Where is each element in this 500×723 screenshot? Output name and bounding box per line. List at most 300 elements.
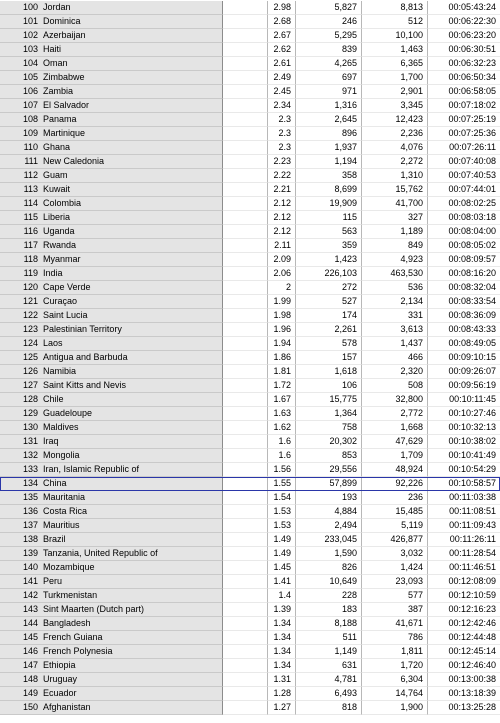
- value-cell-a[interactable]: 2.61: [268, 57, 296, 71]
- table-row[interactable]: [0, 113, 500, 127]
- empty-cell[interactable]: [223, 603, 268, 617]
- empty-cell[interactable]: [223, 575, 268, 589]
- value-cell-b[interactable]: 57,899: [296, 477, 362, 491]
- value-cell-c[interactable]: 577: [362, 589, 428, 603]
- country-cell[interactable]: [0, 267, 223, 281]
- table-row[interactable]: [0, 519, 500, 533]
- table-row[interactable]: [0, 575, 500, 589]
- table-row[interactable]: [0, 141, 500, 155]
- country-cell[interactable]: [0, 29, 223, 43]
- value-cell-b[interactable]: 193: [296, 491, 362, 505]
- value-cell-b[interactable]: 697: [296, 71, 362, 85]
- value-cell-c[interactable]: 32,800: [362, 393, 428, 407]
- value-cell-a[interactable]: 2.45: [268, 85, 296, 99]
- value-cell-b[interactable]: 246: [296, 15, 362, 29]
- empty-cell[interactable]: [223, 155, 268, 169]
- value-cell-c[interactable]: 1,424: [362, 561, 428, 575]
- value-cell-b[interactable]: 157: [296, 351, 362, 365]
- value-cell-a[interactable]: 1.41: [268, 575, 296, 589]
- country-cell[interactable]: [0, 379, 223, 393]
- value-cell-b[interactable]: 10,649: [296, 575, 362, 589]
- value-cell-a[interactable]: 2.06: [268, 267, 296, 281]
- time-cell[interactable]: 00:08:36:09: [428, 309, 500, 323]
- country-cell[interactable]: [0, 113, 223, 127]
- value-cell-c[interactable]: 327: [362, 211, 428, 225]
- value-cell-a[interactable]: 1.34: [268, 645, 296, 659]
- time-cell[interactable]: 00:12:42:46: [428, 617, 500, 631]
- table-row[interactable]: [0, 687, 500, 701]
- table-row[interactable]: [0, 407, 500, 421]
- time-cell[interactable]: 00:06:22:30: [428, 15, 500, 29]
- time-cell[interactable]: 00:10:41:49: [428, 449, 500, 463]
- time-cell[interactable]: 00:13:25:28: [428, 701, 500, 715]
- value-cell-b[interactable]: 29,556: [296, 463, 362, 477]
- time-cell[interactable]: 00:11:08:51: [428, 505, 500, 519]
- country-cell[interactable]: [0, 393, 223, 407]
- value-cell-a[interactable]: 2.23: [268, 155, 296, 169]
- value-cell-b[interactable]: 174: [296, 309, 362, 323]
- value-cell-a[interactable]: 1.96: [268, 323, 296, 337]
- value-cell-a[interactable]: 1.81: [268, 365, 296, 379]
- value-cell-a[interactable]: 1.49: [268, 533, 296, 547]
- value-cell-c[interactable]: 41,671: [362, 617, 428, 631]
- value-cell-c[interactable]: 466: [362, 351, 428, 365]
- value-cell-a[interactable]: 1.72: [268, 379, 296, 393]
- value-cell-b[interactable]: 2,494: [296, 519, 362, 533]
- empty-cell[interactable]: [223, 463, 268, 477]
- value-cell-a[interactable]: 2.98: [268, 1, 296, 15]
- value-cell-c[interactable]: 3,032: [362, 547, 428, 561]
- value-cell-b[interactable]: 853: [296, 449, 362, 463]
- country-cell[interactable]: [0, 309, 223, 323]
- country-cell[interactable]: [0, 533, 223, 547]
- table-row[interactable]: [0, 1, 500, 15]
- country-cell[interactable]: [0, 659, 223, 673]
- time-cell[interactable]: 00:10:32:13: [428, 421, 500, 435]
- table-row[interactable]: [0, 435, 500, 449]
- time-cell[interactable]: 00:08:02:25: [428, 197, 500, 211]
- table-row[interactable]: [0, 267, 500, 281]
- value-cell-a[interactable]: 1.34: [268, 631, 296, 645]
- country-cell[interactable]: [0, 99, 223, 113]
- time-cell[interactable]: 00:08:33:54: [428, 295, 500, 309]
- value-cell-a[interactable]: 2.34: [268, 99, 296, 113]
- time-cell[interactable]: 00:12:16:23: [428, 603, 500, 617]
- table-row[interactable]: [0, 701, 500, 715]
- empty-cell[interactable]: [223, 57, 268, 71]
- country-cell[interactable]: [0, 43, 223, 57]
- empty-cell[interactable]: [223, 1, 268, 15]
- value-cell-a[interactable]: 2.67: [268, 29, 296, 43]
- time-cell[interactable]: 00:12:46:40: [428, 659, 500, 673]
- country-cell[interactable]: [0, 15, 223, 29]
- table-row[interactable]: [0, 393, 500, 407]
- table-row[interactable]: [0, 561, 500, 575]
- table-row[interactable]: [0, 127, 500, 141]
- value-cell-a[interactable]: 1.67: [268, 393, 296, 407]
- value-cell-a[interactable]: 1.45: [268, 561, 296, 575]
- value-cell-b[interactable]: 183: [296, 603, 362, 617]
- value-cell-c[interactable]: 786: [362, 631, 428, 645]
- country-cell[interactable]: [0, 449, 223, 463]
- empty-cell[interactable]: [223, 71, 268, 85]
- value-cell-b[interactable]: 233,045: [296, 533, 362, 547]
- value-cell-c[interactable]: 3,345: [362, 99, 428, 113]
- value-cell-c[interactable]: 512: [362, 15, 428, 29]
- country-cell[interactable]: [0, 295, 223, 309]
- value-cell-b[interactable]: 2,645: [296, 113, 362, 127]
- country-cell[interactable]: [0, 253, 223, 267]
- value-cell-a[interactable]: 2.3: [268, 113, 296, 127]
- empty-cell[interactable]: [223, 225, 268, 239]
- value-cell-a[interactable]: 2.3: [268, 127, 296, 141]
- value-cell-c[interactable]: 1,811: [362, 645, 428, 659]
- value-cell-b[interactable]: 971: [296, 85, 362, 99]
- time-cell[interactable]: 00:09:56:19: [428, 379, 500, 393]
- value-cell-b[interactable]: 6,493: [296, 687, 362, 701]
- table-row[interactable]: [0, 617, 500, 631]
- value-cell-b[interactable]: 228: [296, 589, 362, 603]
- value-cell-c[interactable]: 1,709: [362, 449, 428, 463]
- value-cell-c[interactable]: 6,365: [362, 57, 428, 71]
- time-cell[interactable]: 00:10:27:46: [428, 407, 500, 421]
- value-cell-c[interactable]: 1,900: [362, 701, 428, 715]
- table-row[interactable]: [0, 533, 500, 547]
- value-cell-b[interactable]: 15,775: [296, 393, 362, 407]
- empty-cell[interactable]: [223, 127, 268, 141]
- time-cell[interactable]: 00:12:10:59: [428, 589, 500, 603]
- value-cell-b[interactable]: 5,295: [296, 29, 362, 43]
- value-cell-c[interactable]: 23,093: [362, 575, 428, 589]
- time-cell[interactable]: 00:11:28:54: [428, 547, 500, 561]
- value-cell-b[interactable]: 896: [296, 127, 362, 141]
- time-cell[interactable]: 00:05:43:24: [428, 1, 500, 15]
- time-cell[interactable]: 00:08:16:20: [428, 267, 500, 281]
- country-cell[interactable]: [0, 407, 223, 421]
- value-cell-c[interactable]: 41,700: [362, 197, 428, 211]
- value-cell-a[interactable]: 2.21: [268, 183, 296, 197]
- table-row[interactable]: [0, 631, 500, 645]
- value-cell-c[interactable]: 92,226: [362, 477, 428, 491]
- empty-cell[interactable]: [223, 547, 268, 561]
- empty-cell[interactable]: [223, 267, 268, 281]
- empty-cell[interactable]: [223, 365, 268, 379]
- empty-cell[interactable]: [223, 491, 268, 505]
- table-row[interactable]: [0, 477, 500, 491]
- empty-cell[interactable]: [223, 407, 268, 421]
- table-row[interactable]: [0, 29, 500, 43]
- time-cell[interactable]: 00:13:00:38: [428, 673, 500, 687]
- country-cell[interactable]: [0, 365, 223, 379]
- value-cell-a[interactable]: 1.34: [268, 659, 296, 673]
- value-cell-a[interactable]: 1.53: [268, 519, 296, 533]
- country-cell[interactable]: [0, 463, 223, 477]
- value-cell-b[interactable]: 511: [296, 631, 362, 645]
- value-cell-b[interactable]: 106: [296, 379, 362, 393]
- empty-cell[interactable]: [223, 449, 268, 463]
- value-cell-c[interactable]: 236: [362, 491, 428, 505]
- value-cell-c[interactable]: 48,924: [362, 463, 428, 477]
- value-cell-b[interactable]: 8,188: [296, 617, 362, 631]
- value-cell-b[interactable]: 5,827: [296, 1, 362, 15]
- empty-cell[interactable]: [223, 99, 268, 113]
- value-cell-c[interactable]: 1,437: [362, 337, 428, 351]
- empty-cell[interactable]: [223, 631, 268, 645]
- table-row[interactable]: [0, 57, 500, 71]
- table-row[interactable]: [0, 505, 500, 519]
- time-cell[interactable]: 00:06:32:23: [428, 57, 500, 71]
- country-cell[interactable]: [0, 547, 223, 561]
- value-cell-b[interactable]: 272: [296, 281, 362, 295]
- empty-cell[interactable]: [223, 253, 268, 267]
- table-row[interactable]: [0, 547, 500, 561]
- value-cell-a[interactable]: 1.98: [268, 309, 296, 323]
- empty-cell[interactable]: [223, 533, 268, 547]
- empty-cell[interactable]: [223, 85, 268, 99]
- country-cell[interactable]: [0, 57, 223, 71]
- country-cell[interactable]: [0, 645, 223, 659]
- table-row[interactable]: [0, 589, 500, 603]
- country-cell[interactable]: [0, 491, 223, 505]
- value-cell-a[interactable]: 1.28: [268, 687, 296, 701]
- country-cell[interactable]: [0, 575, 223, 589]
- time-cell[interactable]: 00:07:25:36: [428, 127, 500, 141]
- value-cell-b[interactable]: 631: [296, 659, 362, 673]
- time-cell[interactable]: 00:11:09:43: [428, 519, 500, 533]
- value-cell-c[interactable]: 1,310: [362, 169, 428, 183]
- country-cell[interactable]: [0, 505, 223, 519]
- table-row[interactable]: [0, 645, 500, 659]
- country-cell[interactable]: [0, 351, 223, 365]
- time-cell[interactable]: 00:08:09:57: [428, 253, 500, 267]
- time-cell[interactable]: 00:10:54:29: [428, 463, 500, 477]
- country-cell[interactable]: [0, 617, 223, 631]
- empty-cell[interactable]: [223, 617, 268, 631]
- time-cell[interactable]: 00:08:04:00: [428, 225, 500, 239]
- country-cell[interactable]: [0, 701, 223, 715]
- country-cell[interactable]: [0, 1, 223, 15]
- value-cell-a[interactable]: 1.63: [268, 407, 296, 421]
- empty-cell[interactable]: [223, 351, 268, 365]
- table-row[interactable]: [0, 673, 500, 687]
- empty-cell[interactable]: [223, 211, 268, 225]
- time-cell[interactable]: 00:12:45:14: [428, 645, 500, 659]
- value-cell-c[interactable]: 1,720: [362, 659, 428, 673]
- time-cell[interactable]: 00:06:50:34: [428, 71, 500, 85]
- empty-cell[interactable]: [223, 561, 268, 575]
- time-cell[interactable]: 00:08:32:04: [428, 281, 500, 295]
- empty-cell[interactable]: [223, 43, 268, 57]
- value-cell-b[interactable]: 4,781: [296, 673, 362, 687]
- value-cell-c[interactable]: 426,877: [362, 533, 428, 547]
- value-cell-c[interactable]: 1,189: [362, 225, 428, 239]
- value-cell-c[interactable]: 1,700: [362, 71, 428, 85]
- table-row[interactable]: [0, 43, 500, 57]
- value-cell-b[interactable]: 839: [296, 43, 362, 57]
- table-row[interactable]: [0, 281, 500, 295]
- country-cell[interactable]: [0, 477, 223, 491]
- value-cell-b[interactable]: 1,590: [296, 547, 362, 561]
- empty-cell[interactable]: [223, 435, 268, 449]
- country-cell[interactable]: [0, 337, 223, 351]
- value-cell-a[interactable]: 1.27: [268, 701, 296, 715]
- time-cell[interactable]: 00:06:58:05: [428, 85, 500, 99]
- country-cell[interactable]: [0, 323, 223, 337]
- empty-cell[interactable]: [223, 505, 268, 519]
- table-row[interactable]: [0, 421, 500, 435]
- time-cell[interactable]: 00:13:18:39: [428, 687, 500, 701]
- time-cell[interactable]: 00:08:43:33: [428, 323, 500, 337]
- value-cell-a[interactable]: 2: [268, 281, 296, 295]
- time-cell[interactable]: 00:08:03:18: [428, 211, 500, 225]
- value-cell-b[interactable]: 1,618: [296, 365, 362, 379]
- value-cell-a[interactable]: 1.34: [268, 617, 296, 631]
- country-cell[interactable]: [0, 435, 223, 449]
- value-cell-c[interactable]: 849: [362, 239, 428, 253]
- table-row[interactable]: [0, 379, 500, 393]
- empty-cell[interactable]: [223, 239, 268, 253]
- value-cell-b[interactable]: 527: [296, 295, 362, 309]
- empty-cell[interactable]: [223, 169, 268, 183]
- value-cell-c[interactable]: 1,668: [362, 421, 428, 435]
- time-cell[interactable]: 00:12:44:48: [428, 631, 500, 645]
- table-row[interactable]: [0, 225, 500, 239]
- value-cell-b[interactable]: 1,937: [296, 141, 362, 155]
- value-cell-a[interactable]: 1.6: [268, 449, 296, 463]
- value-cell-a[interactable]: 2.68: [268, 15, 296, 29]
- time-cell[interactable]: 00:07:26:11: [428, 141, 500, 155]
- country-cell[interactable]: [0, 211, 223, 225]
- country-cell[interactable]: [0, 589, 223, 603]
- value-cell-b[interactable]: 1,364: [296, 407, 362, 421]
- value-cell-c[interactable]: 387: [362, 603, 428, 617]
- table-row[interactable]: [0, 337, 500, 351]
- empty-cell[interactable]: [223, 393, 268, 407]
- value-cell-b[interactable]: 578: [296, 337, 362, 351]
- value-cell-b[interactable]: 1,316: [296, 99, 362, 113]
- value-cell-b[interactable]: 359: [296, 239, 362, 253]
- value-cell-b[interactable]: 4,265: [296, 57, 362, 71]
- value-cell-a[interactable]: 2.62: [268, 43, 296, 57]
- table-row[interactable]: [0, 197, 500, 211]
- time-cell[interactable]: 00:07:40:08: [428, 155, 500, 169]
- value-cell-c[interactable]: 4,076: [362, 141, 428, 155]
- time-cell[interactable]: 00:10:38:02: [428, 435, 500, 449]
- empty-cell[interactable]: [223, 197, 268, 211]
- value-cell-c[interactable]: 10,100: [362, 29, 428, 43]
- value-cell-c[interactable]: 463,530: [362, 267, 428, 281]
- empty-cell[interactable]: [223, 421, 268, 435]
- value-cell-a[interactable]: 2.12: [268, 211, 296, 225]
- value-cell-a[interactable]: 2.12: [268, 225, 296, 239]
- value-cell-a[interactable]: 2.49: [268, 71, 296, 85]
- value-cell-b[interactable]: 358: [296, 169, 362, 183]
- country-cell[interactable]: [0, 225, 223, 239]
- value-cell-c[interactable]: 6,304: [362, 673, 428, 687]
- value-cell-a[interactable]: 1.39: [268, 603, 296, 617]
- table-row[interactable]: [0, 659, 500, 673]
- value-cell-c[interactable]: 15,485: [362, 505, 428, 519]
- time-cell[interactable]: 00:11:26:11: [428, 533, 500, 547]
- empty-cell[interactable]: [223, 309, 268, 323]
- value-cell-b[interactable]: 8,699: [296, 183, 362, 197]
- value-cell-a[interactable]: 2.12: [268, 197, 296, 211]
- value-cell-a[interactable]: 1.62: [268, 421, 296, 435]
- empty-cell[interactable]: [223, 519, 268, 533]
- value-cell-c[interactable]: 8,813: [362, 1, 428, 15]
- empty-cell[interactable]: [223, 337, 268, 351]
- value-cell-c[interactable]: 1,463: [362, 43, 428, 57]
- value-cell-c[interactable]: 12,423: [362, 113, 428, 127]
- time-cell[interactable]: 00:06:23:20: [428, 29, 500, 43]
- country-cell[interactable]: [0, 141, 223, 155]
- country-cell[interactable]: [0, 197, 223, 211]
- time-cell[interactable]: 00:11:03:38: [428, 491, 500, 505]
- country-cell[interactable]: [0, 169, 223, 183]
- value-cell-a[interactable]: 1.99: [268, 295, 296, 309]
- value-cell-a[interactable]: 1.86: [268, 351, 296, 365]
- time-cell[interactable]: 00:07:44:01: [428, 183, 500, 197]
- value-cell-a[interactable]: 2.09: [268, 253, 296, 267]
- country-cell[interactable]: [0, 421, 223, 435]
- value-cell-c[interactable]: 508: [362, 379, 428, 393]
- value-cell-b[interactable]: 1,149: [296, 645, 362, 659]
- value-cell-b[interactable]: 818: [296, 701, 362, 715]
- value-cell-b[interactable]: 826: [296, 561, 362, 575]
- value-cell-c[interactable]: 331: [362, 309, 428, 323]
- time-cell[interactable]: 00:06:30:51: [428, 43, 500, 57]
- empty-cell[interactable]: [223, 659, 268, 673]
- time-cell[interactable]: 00:09:10:15: [428, 351, 500, 365]
- country-cell[interactable]: [0, 155, 223, 169]
- value-cell-c[interactable]: 5,119: [362, 519, 428, 533]
- table-row[interactable]: [0, 169, 500, 183]
- value-cell-a[interactable]: 1.94: [268, 337, 296, 351]
- value-cell-c[interactable]: 15,762: [362, 183, 428, 197]
- value-cell-c[interactable]: 2,236: [362, 127, 428, 141]
- value-cell-c[interactable]: 2,134: [362, 295, 428, 309]
- empty-cell[interactable]: [223, 701, 268, 715]
- table-row[interactable]: [0, 323, 500, 337]
- value-cell-a[interactable]: 1.55: [268, 477, 296, 491]
- value-cell-b[interactable]: 19,909: [296, 197, 362, 211]
- table-row[interactable]: [0, 309, 500, 323]
- empty-cell[interactable]: [223, 113, 268, 127]
- value-cell-c[interactable]: 2,772: [362, 407, 428, 421]
- country-cell[interactable]: [0, 85, 223, 99]
- country-cell[interactable]: [0, 239, 223, 253]
- time-cell[interactable]: 00:07:25:19: [428, 113, 500, 127]
- table-row[interactable]: [0, 253, 500, 267]
- empty-cell[interactable]: [223, 295, 268, 309]
- table-row[interactable]: [0, 295, 500, 309]
- value-cell-b[interactable]: 758: [296, 421, 362, 435]
- time-cell[interactable]: 00:11:46:51: [428, 561, 500, 575]
- table-row[interactable]: [0, 211, 500, 225]
- time-cell[interactable]: 00:08:49:05: [428, 337, 500, 351]
- value-cell-b[interactable]: 1,423: [296, 253, 362, 267]
- value-cell-a[interactable]: 1.4: [268, 589, 296, 603]
- value-cell-a[interactable]: 1.31: [268, 673, 296, 687]
- empty-cell[interactable]: [223, 281, 268, 295]
- value-cell-b[interactable]: 563: [296, 225, 362, 239]
- time-cell[interactable]: 00:07:40:53: [428, 169, 500, 183]
- country-cell[interactable]: [0, 631, 223, 645]
- empty-cell[interactable]: [223, 379, 268, 393]
- value-cell-c[interactable]: 2,901: [362, 85, 428, 99]
- empty-cell[interactable]: [223, 589, 268, 603]
- empty-cell[interactable]: [223, 141, 268, 155]
